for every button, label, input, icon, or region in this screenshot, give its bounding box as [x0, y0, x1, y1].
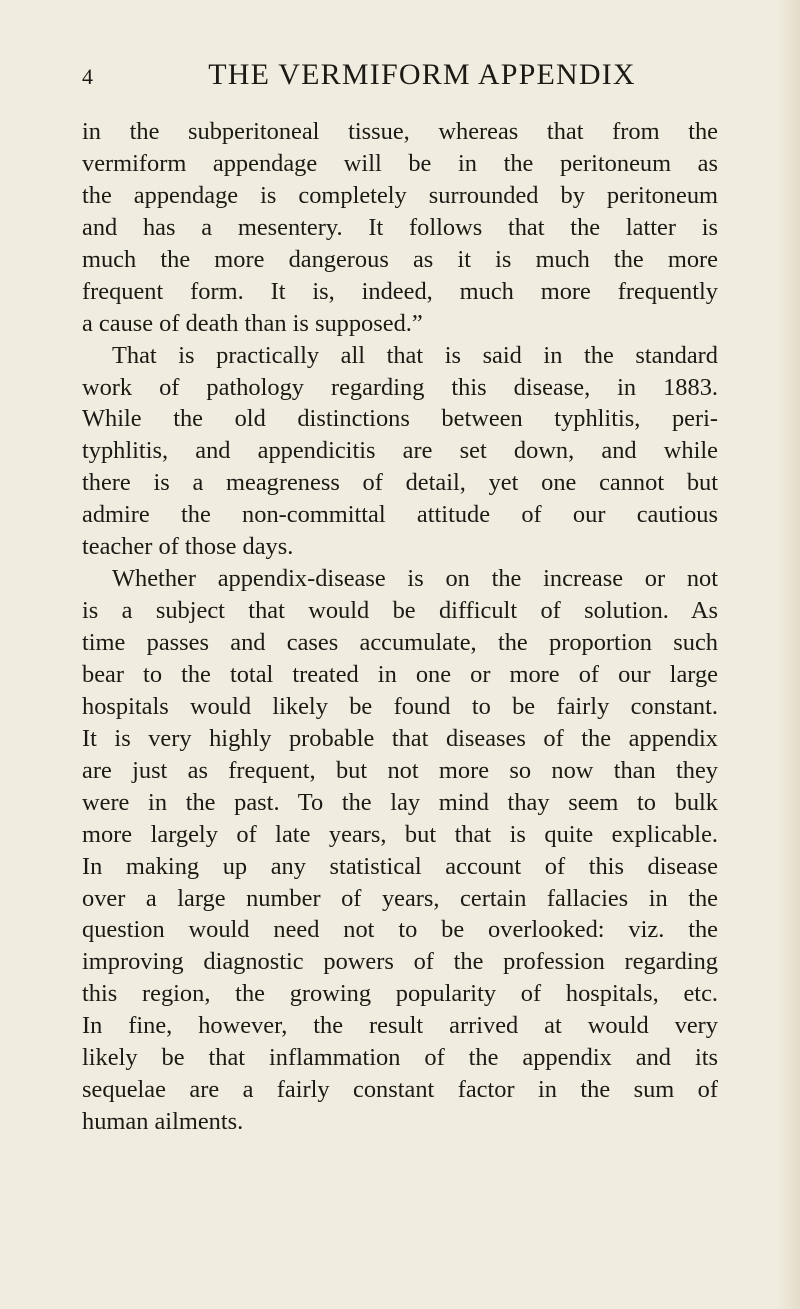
- text-line: In fine, however, the result arrived at would very: [82, 1012, 718, 1040]
- text-line: and has a mesentery. It follows that the latter is: [82, 213, 718, 241]
- text-line: there is a meagreness of detail, yet one cannot but: [82, 469, 718, 497]
- text-line: question would need not to be overlooked: viz. the: [82, 916, 718, 944]
- text-line: a cause of death than is supposed.”: [82, 309, 423, 337]
- text-line: are just as frequent, but not more so now than they: [82, 756, 718, 784]
- text-line: much the more dangerous as it is much the more: [82, 245, 718, 273]
- text-line: sequelae are a fairly constant factor in the sum of: [82, 1076, 718, 1104]
- text-line: bear to the total treated in one or more of our large: [82, 660, 718, 688]
- text-line: likely be that inflammation of the appendix and its: [82, 1044, 718, 1072]
- text-line: admire the non-committal attitude of our cautious: [82, 501, 718, 529]
- text-line: this region, the growing popularity of hospitals, etc.: [82, 980, 718, 1008]
- body-text: [82, 116, 718, 1138]
- text-line: teacher of those days.: [82, 533, 294, 561]
- text-line: work of pathology regarding this disease, in 1883.: [82, 373, 718, 401]
- text-line: That is practically all that is said in the standard: [112, 341, 718, 369]
- running-head: [82, 58, 722, 102]
- text-line: While the old distinctions between typhlitis, peri-: [82, 405, 718, 433]
- text-line: the appendage is completely surrounded by peritoneum: [82, 181, 718, 209]
- text-line: more largely of late years, but that is quite explicable.: [82, 820, 718, 848]
- text-line: Whether appendix-disease is on the increase or not: [112, 565, 718, 593]
- text-line: frequent form. It is, indeed, much more frequently: [82, 277, 718, 305]
- text-line: It is very highly probable that diseases of the appendix: [82, 724, 718, 752]
- running-title: THE VERMIFORM APPENDIX: [208, 58, 636, 91]
- text-line: is a subject that would be difficult of solution. As: [82, 597, 718, 625]
- text-line: In making up any statistical account of this disease: [82, 852, 718, 880]
- text-line: were in the past. To the lay mind thay seem to bulk: [82, 788, 718, 816]
- page-number: 4: [82, 64, 94, 89]
- text-line: in the subperitoneal tissue, whereas that from the: [82, 118, 718, 145]
- text-line: improving diagnostic powers of the profession regarding: [82, 948, 718, 976]
- text-line: over a large number of years, certain fallacies in the: [82, 884, 718, 912]
- text-line: human ailments.: [82, 1108, 244, 1136]
- text-line: typhlitis, and appendicitis are set down, and while: [82, 437, 718, 465]
- text-line: vermiform appendage will be in the peritoneum as: [82, 149, 718, 177]
- page-edge-shadow: [776, 0, 800, 1309]
- text-line: hospitals would likely be found to be fairly constant.: [82, 692, 718, 720]
- text-line: time passes and cases accumulate, the proportion such: [82, 629, 718, 656]
